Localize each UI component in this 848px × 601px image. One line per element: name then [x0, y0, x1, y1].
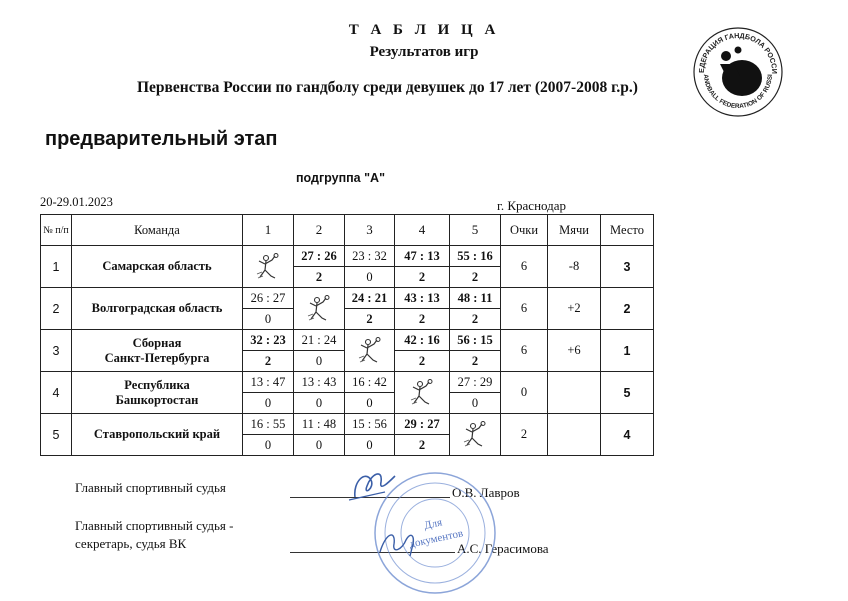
table-row: [41, 414, 654, 435]
table-row: [41, 288, 654, 309]
team-name-line2: Башкортостан: [115, 392, 199, 407]
match-score: 11 : 48: [294, 414, 345, 435]
handball-player-icon: [450, 420, 500, 450]
table-row: [41, 246, 654, 267]
match-points: 2: [395, 267, 450, 288]
match-points: 0: [243, 309, 294, 330]
row-number: 2: [41, 288, 72, 330]
team-name-line1: Республика: [124, 377, 190, 392]
team-place: 4: [601, 414, 654, 456]
match-points: 2: [450, 351, 501, 372]
match-points: 0: [294, 393, 345, 414]
signature-gerasimova: [372, 522, 442, 562]
match-points: 2: [345, 309, 395, 330]
logo-text-top: ЕДЕРАЦИЯ ГАНДБОЛА РОССИ: [696, 30, 780, 75]
header-col-3: 3: [345, 215, 395, 246]
header-place: Место: [601, 215, 654, 246]
match-score: 13 : 43: [294, 372, 345, 393]
results-table: [40, 214, 654, 456]
secretary-judge-name: А.С. Герасимова: [457, 541, 549, 556]
header-team: Команда: [72, 215, 243, 246]
team-goal-difference: +2: [548, 288, 601, 330]
match-points: 0: [450, 393, 501, 414]
document-subtitle: Результатов игр: [369, 44, 479, 60]
match-score: 27 : 29: [450, 372, 501, 393]
table-header-row: [41, 215, 654, 246]
team-name: [72, 414, 243, 456]
match-points: 2: [294, 267, 345, 288]
chief-judge-label: Главный спортивный судья: [75, 480, 226, 495]
match-score: 32 : 23: [243, 330, 294, 351]
chief-judge-name: О.В. Лавров: [452, 485, 520, 500]
row-number: 1: [41, 246, 72, 288]
self-match-cell: [395, 372, 450, 414]
match-points: 2: [450, 267, 501, 288]
header-col-2: 2: [294, 215, 345, 246]
match-score: 27 : 26: [294, 246, 345, 267]
team-place: 3: [601, 246, 654, 288]
team-place: 5: [601, 372, 654, 414]
logo-text-bottom: ANDBALL FEDERATION OF RUSSI: [701, 73, 775, 111]
team-name: [72, 246, 243, 288]
secretary-judge-label-line2: секретарь, судья ВК: [75, 536, 187, 551]
header-col-5: 5: [450, 215, 501, 246]
match-score: 42 : 16: [395, 330, 450, 351]
team-name-line2: Санкт-Петербурга: [104, 350, 210, 365]
team-place: 1: [601, 330, 654, 372]
match-points: 2: [395, 309, 450, 330]
match-points: 2: [395, 435, 450, 456]
stage-title: предварительный этап: [45, 128, 278, 150]
header-balls: Мячи: [548, 215, 601, 246]
stamp-text-1: Для: [423, 516, 444, 532]
self-match-cell: [450, 414, 501, 456]
match-score: 15 : 56: [345, 414, 395, 435]
match-points: 0: [345, 267, 395, 288]
match-score: 29 : 27: [395, 414, 450, 435]
match-points: 0: [345, 393, 395, 414]
handball-federation-logo: [690, 24, 786, 120]
team-goal-difference: +6: [548, 330, 601, 372]
self-match-cell: [243, 246, 294, 288]
match-score: 56 : 15: [450, 330, 501, 351]
match-points: 2: [450, 309, 501, 330]
row-number: 5: [41, 414, 72, 456]
match-score: 16 : 55: [243, 414, 294, 435]
match-score: 24 : 21: [345, 288, 395, 309]
match-points: 0: [294, 351, 345, 372]
team-name-line1: Волгоградская область: [91, 301, 223, 315]
team-name-line1: Сборная: [132, 335, 182, 350]
team-place: 2: [601, 288, 654, 330]
match-score: 26 : 27: [243, 288, 294, 309]
handball-player-icon: [395, 378, 449, 408]
self-match-cell: [294, 288, 345, 330]
team-points: 6: [501, 246, 548, 288]
self-match-cell: [345, 330, 395, 372]
match-score: 13 : 47: [243, 372, 294, 393]
match-points: 2: [395, 351, 450, 372]
team-goal-difference: -8: [548, 246, 601, 288]
match-score: 43 : 13: [395, 288, 450, 309]
match-points: 0: [345, 435, 395, 456]
subgroup-title: подгруппа "А": [296, 171, 385, 185]
match-score: 47 : 13: [395, 246, 450, 267]
header-col-4: 4: [395, 215, 450, 246]
match-score: 16 : 42: [345, 372, 395, 393]
team-goal-difference: [548, 372, 601, 414]
header-col-1: 1: [243, 215, 294, 246]
team-name: [72, 372, 243, 414]
team-name-line1: Ставропольский край: [93, 427, 221, 441]
header-points: Очки: [501, 215, 548, 246]
match-points: 0: [243, 435, 294, 456]
handball-player-icon: [294, 294, 344, 324]
table-row: [41, 330, 654, 351]
table-row: [41, 372, 654, 393]
row-number: 4: [41, 372, 72, 414]
team-points: 0: [501, 372, 548, 414]
match-points: 0: [294, 435, 345, 456]
match-score: 23 : 32: [345, 246, 395, 267]
match-score: 55 : 16: [450, 246, 501, 267]
handball-player-icon: [243, 252, 293, 282]
match-points: 0: [243, 393, 294, 414]
stamp-text-2: документов: [408, 527, 465, 551]
secretary-judge-label-line1: Главный спортивный судья -: [75, 518, 234, 533]
team-points: 6: [501, 288, 548, 330]
match-score: 21 : 24: [294, 330, 345, 351]
document-title: Т А Б Л И Ц А: [348, 22, 500, 38]
event-city: г. Краснодар: [497, 198, 567, 213]
row-number: 3: [41, 330, 72, 372]
event-dates: 20-29.01.2023: [40, 195, 113, 209]
team-name: [72, 288, 243, 330]
match-score: 48 : 11: [450, 288, 501, 309]
team-points: 2: [501, 414, 548, 456]
team-name: [72, 330, 243, 372]
handball-player-icon: [345, 336, 394, 366]
team-goal-difference: [548, 414, 601, 456]
header-num: № п/п: [41, 215, 72, 246]
match-points: 2: [243, 351, 294, 372]
team-points: 6: [501, 330, 548, 372]
team-name-line1: Самарская область: [102, 259, 212, 273]
championship-title: Первенства России по гандболу среди девушек до 17 лет (2007-2008 г.р.): [137, 79, 638, 96]
